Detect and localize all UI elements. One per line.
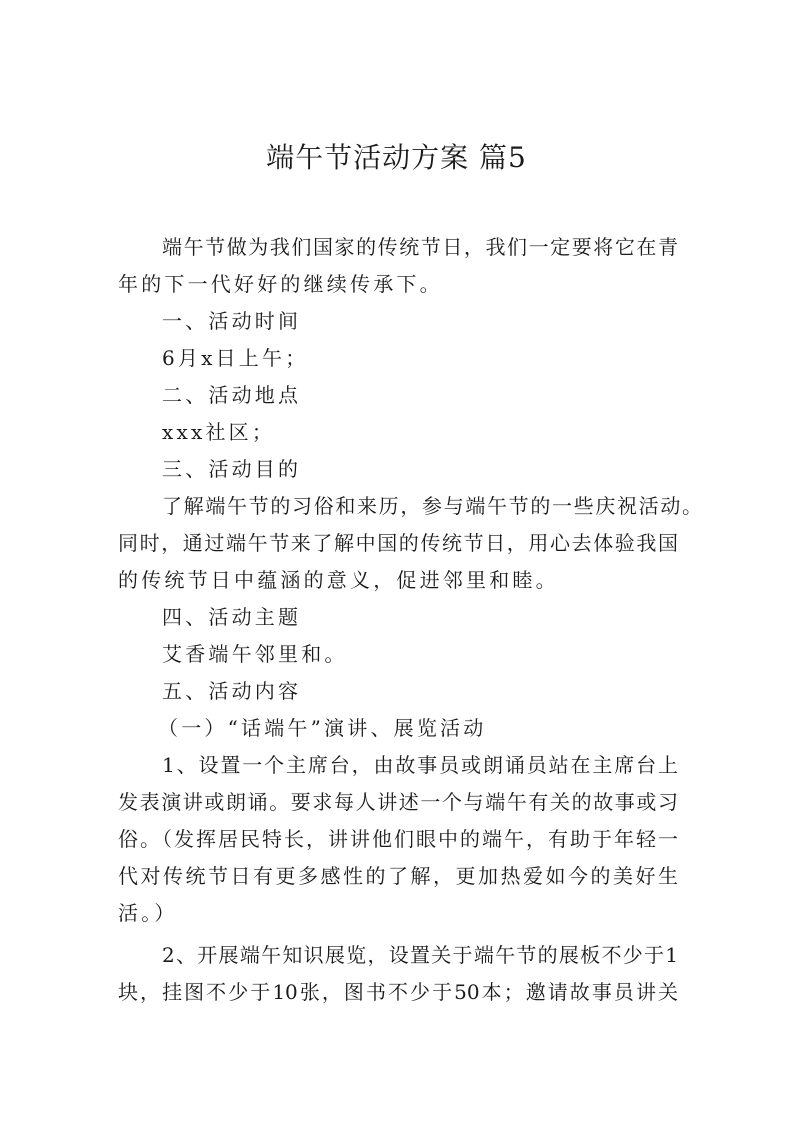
item1-line-3: 俗。（发挥居民特长，讲讲他们眼中的端午，有助于年轻一 <box>118 827 678 851</box>
place-content: xxx社区； <box>162 420 276 444</box>
item2-line-1: 2、开展端午知识展览，设置关于端午节的展板不少于1 <box>162 943 678 967</box>
item1-line-1: 1、设置一个主席台，由故事员或朗诵员站在主席台上 <box>162 753 678 777</box>
time-content: 6月x日上午； <box>162 346 309 370</box>
intro-line-2: 年的下一代好好的继续传承下。 <box>118 272 443 296</box>
purpose-line-1: 了解端午节的习俗和来历，参与端午节的一些庆祝活动。 <box>162 494 702 518</box>
section-heading-theme: 四、活动主题 <box>162 605 302 629</box>
section-heading-place: 二、活动地点 <box>162 383 302 407</box>
purpose-line-3: 的传统节日中蕴涵的意义，促进邻里和睦。 <box>118 568 559 592</box>
item2-line-2: 块，挂图不少于10张，图书不少于50本；邀请故事员讲关 <box>118 980 678 1004</box>
section-heading-time: 一、活动时间 <box>162 309 302 333</box>
section-heading-content: 五、活动内容 <box>162 679 302 703</box>
item1-line-2: 发表演讲或朗诵。要求每人讲述一个与端午有关的故事或习 <box>118 790 678 814</box>
section-heading-purpose: 三、活动目的 <box>162 457 302 481</box>
subsection-heading-speech: （一）“话端午”演讲、展览活动 <box>158 716 487 740</box>
purpose-line-2: 同时，通过端午节来了解中国的传统节日，用心去体验我国 <box>118 531 678 555</box>
item1-line-5: 活。） <box>118 901 178 925</box>
item1-line-4: 代对传统节日有更多感性的了解，更加热爱如今的美好生 <box>118 864 678 888</box>
document-title: 端午节活动方案 篇5 <box>266 141 527 174</box>
theme-content: 艾香端午邻里和。 <box>162 642 348 666</box>
intro-line-1: 端午节做为我们国家的传统节日，我们一定要将它在青 <box>162 235 678 259</box>
